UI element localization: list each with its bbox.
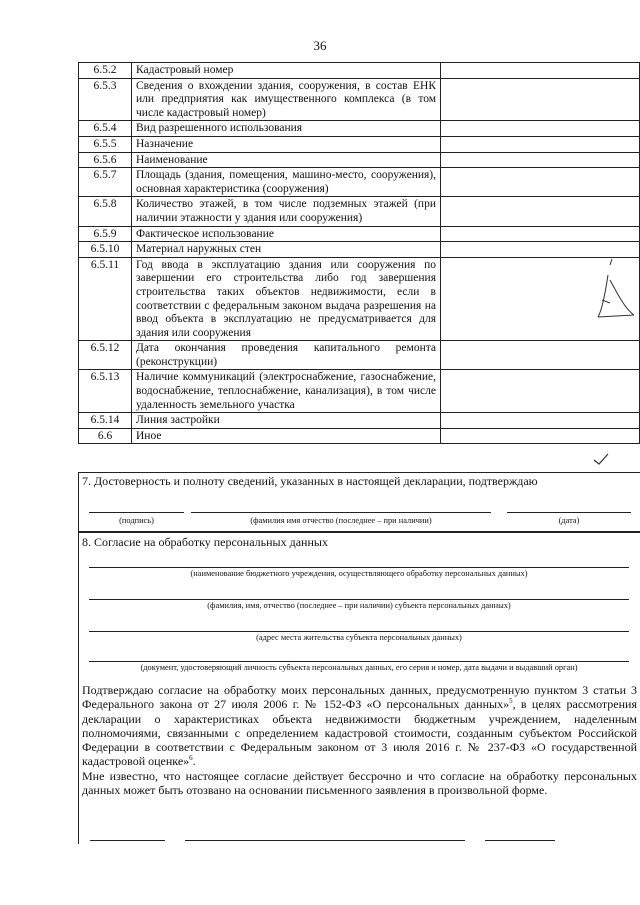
item-value-cell[interactable] (441, 428, 640, 444)
item-label: Наличие коммуникаций (электроснабжение, газоснабжение, водоснабжение, теплоснабжение, канализация), в том числе удаленность земельного участка (132, 370, 441, 413)
bottom-name-line[interactable] (185, 840, 465, 841)
item-label: Сведения о вхождении здания, сооружения, в состав ЕНК или предприятия как имущественного комплекса (в том числе кадастровый номер) (132, 78, 441, 121)
table-row (79, 152, 640, 168)
item-value-cell[interactable] (441, 78, 640, 121)
item-value-cell[interactable] (441, 341, 640, 370)
consent-title: 8. Согласие на обработку персональных данных (82, 535, 328, 549)
characteristics-table (78, 62, 640, 444)
item-number: 6.5.3 (79, 78, 132, 121)
item-label: Вид разрешенного использования (132, 121, 441, 137)
name-line[interactable] (191, 512, 491, 513)
table-row (79, 413, 640, 429)
date-line[interactable] (507, 512, 631, 513)
footnote-ref: 6 (189, 754, 193, 763)
identity-document-caption: (документ, удостоверяющий личность субъекта персональных данных, его серия и номер, дата выдачи и выдавший орган) (140, 663, 578, 672)
item-value-cell[interactable] (441, 121, 640, 137)
table-row (79, 226, 640, 242)
institution-caption: (наименование бюджетного учреждения, осуществляющего обработку персональных данных) (190, 569, 528, 578)
item-number: 6.5.9 (79, 226, 132, 242)
subject-name-caption: (фамилия, имя, отчество (последнее – при наличии) субъекта персональных данных) (207, 601, 511, 610)
address-line[interactable] (89, 631, 629, 632)
consent-paragraph: Мне известно, что настоящее согласие действует бессрочно и что согласие на обработку персональных данных может быть отозвано на основании письменного заявления в произвольной форме. (82, 768, 637, 798)
consent-text (82, 683, 637, 797)
item-value-cell[interactable] (441, 168, 640, 197)
subject-name-line[interactable] (89, 599, 629, 600)
table-row (79, 136, 640, 152)
declaration-section (78, 472, 640, 532)
item-value-cell[interactable] (441, 136, 640, 152)
bottom-date-line[interactable] (485, 840, 555, 841)
table-row (79, 121, 640, 137)
table-row (79, 242, 640, 258)
table-row (79, 370, 640, 413)
item-number: 6.5.7 (79, 168, 132, 197)
item-value-cell[interactable] (441, 197, 640, 226)
consent-section (78, 532, 640, 844)
item-label: Дата окончания проведения капитального ремонта (реконструкции) (132, 341, 441, 370)
item-label: Кадастровый номер (132, 63, 441, 79)
institution-line[interactable] (89, 567, 629, 568)
item-label: Площадь (здания, помещения, машино-место, сооружения), основная характеристика (сооружения) (132, 168, 441, 197)
table-row (79, 428, 640, 444)
bottom-signature-line[interactable] (90, 840, 165, 841)
item-label: Наименование (132, 152, 441, 168)
table-row (79, 63, 640, 79)
item-label: Линия застройки (132, 413, 441, 429)
date-caption: (дата) (558, 516, 580, 525)
item-number: 6.5.13 (79, 370, 132, 413)
item-label: Год ввода в эксплуатацию здания или сооружения по завершении его строительства либо год завершения строительства таких объектов недвижимости, если в соответствии с федеральным законом выдача разрешения на ввод объекта в эксплуатацию не предусматривается для здания или сооружения (132, 257, 441, 341)
item-label: Фактическое использование (132, 226, 441, 242)
item-number: 6.5.6 (79, 152, 132, 168)
page-number: 36 (313, 38, 327, 53)
item-label: Иное (132, 428, 441, 444)
consent-paragraph: Подтверждаю согласие на обработку моих персональных данных, предусмотренную пунктом 3 статьи 3 Федерального закона от 27 июля 2006 г. № 152-ФЗ «О персональных данных»$^5$, в целях рассмотрения декларации о характеристиках объекта недвижимости бюджетным учреждением, наделенным полномочиями, связанными с определением кадастровой стоимости, созданным субъектом Российской Федерации в соответствии с Федеральным законом от 3 июля 2016 г. № 237-ФЗ «О государственной кадастровой оценке»$^6$. (82, 683, 638, 769)
item-label: Назначение (132, 136, 441, 152)
declaration-text: 7. Достоверность и полноту сведений, указанных в настоящей декларации, подтверждаю (82, 474, 538, 488)
address-caption: (адрес места жительства субъекта персональных данных) (256, 633, 462, 642)
handwritten-mark-icon (590, 255, 640, 330)
item-number: 6.5.2 (79, 63, 132, 79)
item-value-cell[interactable] (441, 370, 640, 413)
table-row (79, 257, 640, 341)
item-number: 6.6 (79, 428, 132, 444)
item-value-cell[interactable] (441, 152, 640, 168)
item-number: 6.5.8 (79, 197, 132, 226)
table-row (79, 78, 640, 121)
footnote-ref: 5 (509, 697, 513, 706)
name-caption: (фамилия имя отчество (последнее – при наличии) (250, 516, 432, 525)
item-number: 6.5.12 (79, 341, 132, 370)
table-row (79, 168, 640, 197)
item-value-cell[interactable] (441, 226, 640, 242)
handwritten-tick-icon (590, 450, 615, 470)
item-number: 6.5.11 (79, 257, 132, 341)
item-label: Количество этажей, в том числе подземных этажей (при наличии этажности у здания или сооружения) (132, 197, 441, 226)
item-value-cell[interactable] (441, 63, 640, 79)
identity-document-line[interactable] (89, 661, 629, 662)
item-value-cell[interactable] (441, 413, 640, 429)
signature-line[interactable] (89, 512, 184, 513)
table-row (79, 197, 640, 226)
item-number: 6.5.10 (79, 242, 132, 258)
item-number: 6.5.5 (79, 136, 132, 152)
item-label: Материал наружных стен (132, 242, 441, 258)
item-number: 6.5.4 (79, 121, 132, 137)
signature-caption: (подпись) (119, 516, 154, 525)
table-row (79, 341, 640, 370)
item-number: 6.5.14 (79, 413, 132, 429)
